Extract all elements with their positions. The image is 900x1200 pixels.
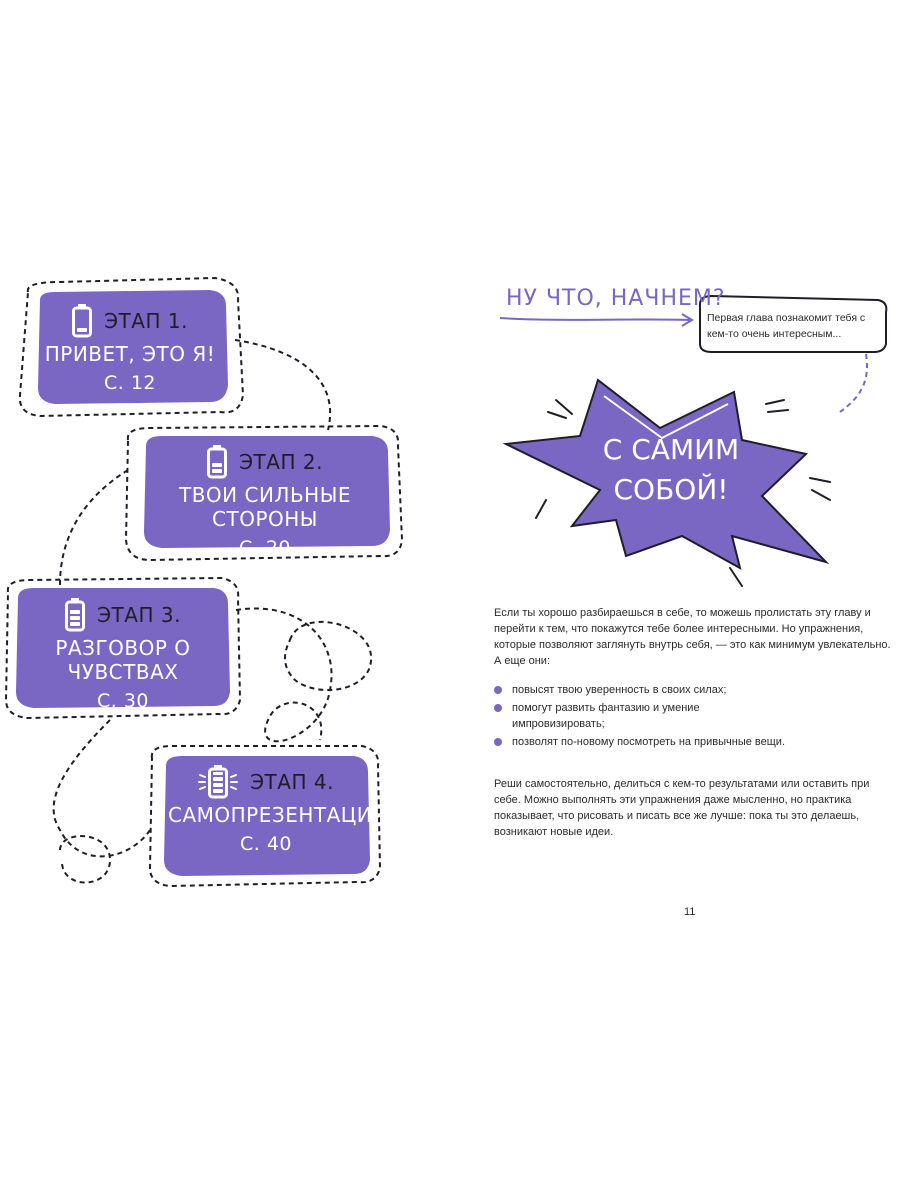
stage-title: САМОПРЕЗЕНТАЦИЯ [168,803,387,827]
stage-page: С. 12 [103,372,157,394]
benefits-list [494,682,794,752]
burst-line-2: СОБОЙ! [613,473,729,506]
stage-label: ЭТАП 4. [250,770,334,794]
stage-page: С. 20 [238,537,292,559]
stage-4 [168,765,387,855]
stage-title: ПРИВЕТ, ЭТО Я! [44,342,216,366]
bullet-dot-icon [494,686,502,694]
battery-half-icon [207,445,227,479]
stage-page: С. 30 [96,690,150,712]
battery-high-icon [65,598,85,632]
stage-2-header [146,445,384,479]
intro-paragraph [494,605,894,669]
paragraph-tail: А еще они: [494,655,551,667]
stage-label: ЭТАП 2. [239,450,323,474]
page-number: 11 [684,906,696,918]
list-item-text: повысят твою уверенность в своих силах; [512,684,727,696]
stage-label: ЭТАП 1. [104,309,188,333]
list-item [494,682,794,698]
stage-3 [18,598,228,712]
battery-low-icon [72,304,92,338]
list-item-text: позволят по-новому посмотреть на привычные вещи. [512,736,786,748]
title-arrow [500,314,692,326]
stage-2 [146,445,384,559]
closing-paragraph: Реши самостоятельно, делиться с кем-то результатами или оставить при себе. Можно выполнять эти упражнения даже мысленно, но практика показывает, что рисовать и писать все же лучше: пока ты это делаешь, возникают новые идеи. [494,778,870,838]
bullet-dot-icon [494,738,502,746]
stage-title: РАЗГОВОР О ЧУВСТВАХ [55,636,191,684]
list-item-text: помогут развить фантазию и умение импровизировать; [512,702,700,730]
burst-line-1: С САМИМ [602,433,740,466]
list-item [494,700,794,732]
stage-label: ЭТАП 3. [97,603,181,627]
stage-1 [40,304,220,394]
stage-3-header [18,598,228,632]
paragraph-text: Если ты хорошо разбираешься в себе, то можешь пролистать эту главу и перейти к тем, что покажутся тебе более интересными. Но упражнения, которые позволяют заглянуть внутрь себя, — это как минимум увлекательно. [494,607,891,651]
intro-title: НУ ЧТО, НАЧНЕМ? [506,286,726,311]
stage-1-header [40,304,220,338]
bullet-dot-icon [494,704,502,712]
list-item [494,734,794,750]
note-tail [840,354,867,412]
stage-title: ТВОИ СИЛЬНЫЕ СТОРОНЫ [178,483,351,531]
stage-4-header [168,765,364,799]
battery-full-icon [198,765,238,799]
speech-note: Первая глава познакомит тебя с кем-то очень интересным... [707,312,866,340]
stage-page: С. 40 [239,833,293,855]
burst-caption [586,430,756,510]
